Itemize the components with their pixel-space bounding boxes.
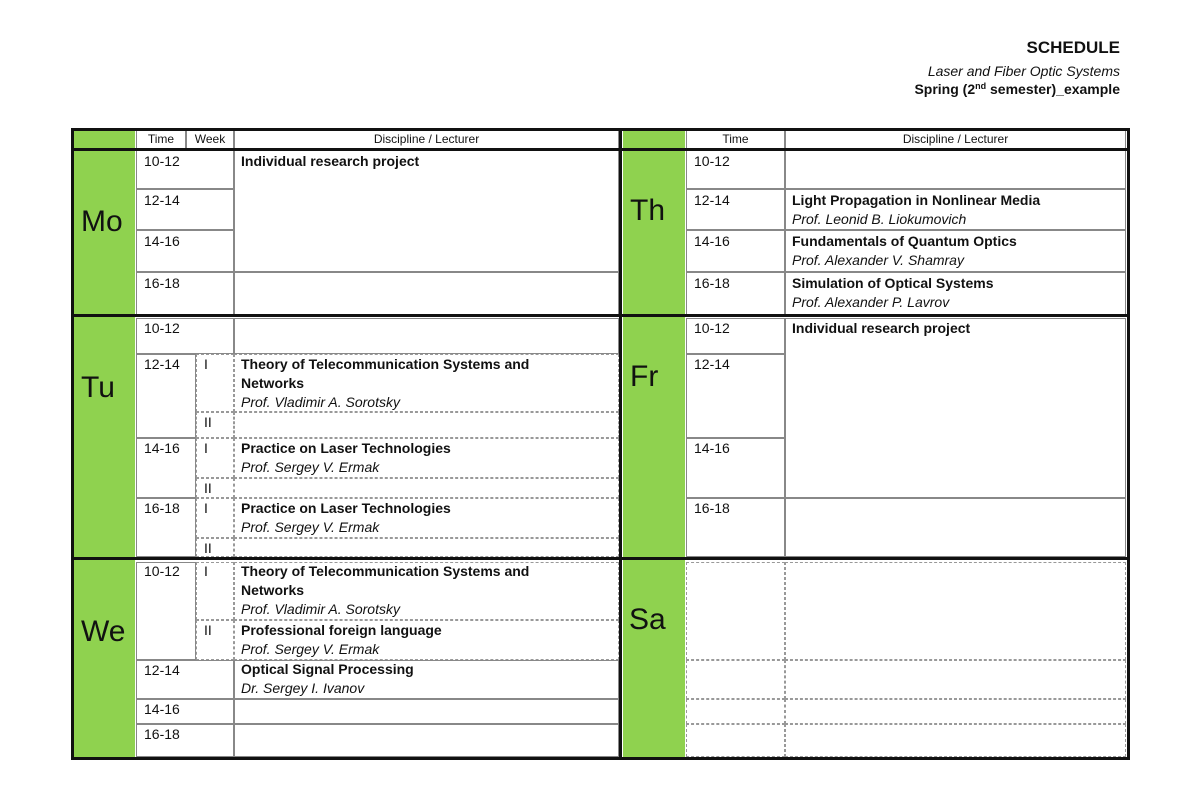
lecturer-name: Prof. Alexander P. Lavrov [792, 294, 950, 310]
we-week-label: I [204, 563, 208, 579]
tu-week-label: I [204, 500, 208, 516]
page-title: SCHEDULE [1026, 38, 1120, 57]
lecturer-name: Prof. Alexander V. Shamray [792, 252, 964, 268]
right-header-discipline: Discipline / Lecturer [902, 132, 1009, 146]
mo-discipline-cell-empty [234, 272, 619, 315]
tu-discipline-cell [234, 318, 619, 354]
we-time-slot: 16-18 [144, 726, 180, 742]
row-divider-2 [71, 314, 1130, 317]
mo-time-slot: 14-16 [144, 233, 180, 249]
tu-entry [241, 355, 529, 412]
tu-time-slot: 16-18 [144, 500, 180, 516]
we-discipline-cell [234, 699, 619, 724]
tu-week-cell [196, 478, 234, 498]
discipline-name: Theory of Telecommunication Systems and [241, 563, 530, 579]
discipline-name: Individual research project [241, 153, 420, 169]
semester-suffix: semester)_example [986, 81, 1120, 97]
left-header-discipline: Discipline / Lecturer [373, 132, 480, 146]
lecturer-name: Prof. Leonid B. Liokumovich [792, 211, 967, 227]
fr-entry [792, 319, 970, 338]
right-header-time: Time [722, 132, 749, 146]
fr-time-slot: 10-12 [694, 320, 730, 336]
discipline-name: Individual research project [792, 320, 971, 336]
discipline-name-cont: Networks [241, 375, 305, 391]
discipline-name: Practice on Laser Technologies [241, 440, 451, 456]
mo-entry [241, 152, 419, 171]
fr-time-slot: 14-16 [694, 440, 730, 456]
sa-discipline-cell [785, 724, 1126, 757]
we-entry [241, 562, 529, 619]
we-week-cell [196, 562, 234, 620]
row-divider-1 [71, 148, 1130, 151]
tu-week-label: I [204, 356, 208, 372]
th-entry [792, 232, 1017, 270]
lecturer-name: Prof. Sergey V. Ermak [241, 519, 380, 535]
row-divider-3 [71, 557, 1130, 560]
semester-prefix: Spring (2 [914, 81, 976, 97]
discipline-name: Theory of Telecommunication Systems and [241, 356, 530, 372]
sa-time-cell [686, 660, 785, 699]
tu-discipline-cell [234, 538, 619, 557]
day-name-th: Th [630, 194, 666, 227]
lecturer-name: Dr. Sergey I. Ivanov [241, 680, 365, 696]
fr-discipline-cell-empty [785, 498, 1126, 557]
th-time-slot: 12-14 [694, 192, 730, 208]
th-entry [792, 274, 994, 312]
left-header-week: Week [194, 132, 226, 146]
lecturer-name: Prof. Vladimir A. Sorotsky [241, 394, 400, 410]
th-time-slot: 14-16 [694, 233, 730, 249]
tu-time-slot: 12-14 [144, 356, 180, 372]
th-discipline-cell [785, 150, 1126, 189]
day-band-sa [623, 559, 685, 758]
day-name-we: We [81, 615, 126, 648]
day-band-fr [623, 316, 685, 559]
we-entry [241, 621, 442, 659]
sa-time-cell [686, 699, 785, 724]
mo-time-slot: 16-18 [144, 275, 180, 291]
sa-time-cell [686, 724, 785, 757]
day-name-mo: Mo [81, 205, 123, 238]
tu-discipline-cell [234, 412, 619, 438]
discipline-name: Simulation of Optical Systems [792, 275, 994, 291]
tu-time-slot: 10-12 [144, 320, 180, 336]
discipline-name: Fundamentals of Quantum Optics [792, 233, 1017, 249]
we-week-cell [196, 620, 234, 660]
fr-time-slot: 12-14 [694, 356, 730, 372]
tu-week-label: I [204, 440, 208, 456]
day-band-tu [73, 316, 135, 559]
left-header-time: Time [147, 132, 175, 146]
lecturer-name: Prof. Sergey V. Ermak [241, 641, 380, 657]
we-time-slot: 14-16 [144, 701, 180, 717]
fr-discipline-cell [785, 318, 1126, 498]
lecturer-name: Prof. Vladimir A. Sorotsky [241, 601, 400, 617]
discipline-name: Professional foreign language [241, 622, 442, 638]
tu-entry [241, 499, 451, 537]
tu-entry [241, 439, 451, 477]
sa-discipline-cell [785, 562, 1126, 660]
we-time-slot: 12-14 [144, 662, 180, 678]
sa-discipline-cell [785, 660, 1126, 699]
tu-week-label: II [204, 414, 212, 430]
half-divider [619, 128, 622, 760]
tu-week-label: II [204, 540, 212, 556]
mo-time-slot: 12-14 [144, 192, 180, 208]
th-entry [792, 191, 1040, 229]
tu-week-cell [196, 438, 234, 478]
mo-time-slot: 10-12 [144, 153, 180, 169]
tu-discipline-cell [234, 478, 619, 498]
sa-discipline-cell [785, 699, 1126, 724]
discipline-name-cont: Networks [241, 582, 305, 598]
we-discipline-cell [234, 724, 619, 757]
we-entry [241, 660, 414, 698]
discipline-name: Practice on Laser Technologies [241, 500, 451, 516]
sa-time-cell [686, 562, 785, 660]
discipline-name: Optical Signal Processing [241, 661, 414, 677]
we-week-label: II [204, 622, 212, 638]
tu-week-label: II [204, 480, 212, 496]
th-time-slot: 10-12 [694, 153, 730, 169]
day-name-tu: Tu [81, 371, 115, 404]
day-band-we [73, 559, 135, 758]
tu-week-cell [196, 412, 234, 438]
we-time-slot: 10-12 [144, 563, 180, 579]
discipline-name: Light Propagation in Nonlinear Media [792, 192, 1041, 208]
day-name-fr: Fr [630, 360, 659, 393]
semester-ordinal-suffix: nd [975, 81, 987, 91]
th-time-slot: 16-18 [694, 275, 730, 291]
day-name-sa: Sa [629, 603, 666, 636]
lecturer-name: Prof. Sergey V. Ermak [241, 459, 380, 475]
fr-time-slot: 16-18 [694, 500, 730, 516]
program-subtitle: Laser and Fiber Optic Systems [927, 63, 1120, 79]
tu-week-cell [196, 354, 234, 412]
tu-week-cell [196, 538, 234, 557]
tu-time-slot: 14-16 [144, 440, 180, 456]
tu-week-cell [196, 498, 234, 538]
